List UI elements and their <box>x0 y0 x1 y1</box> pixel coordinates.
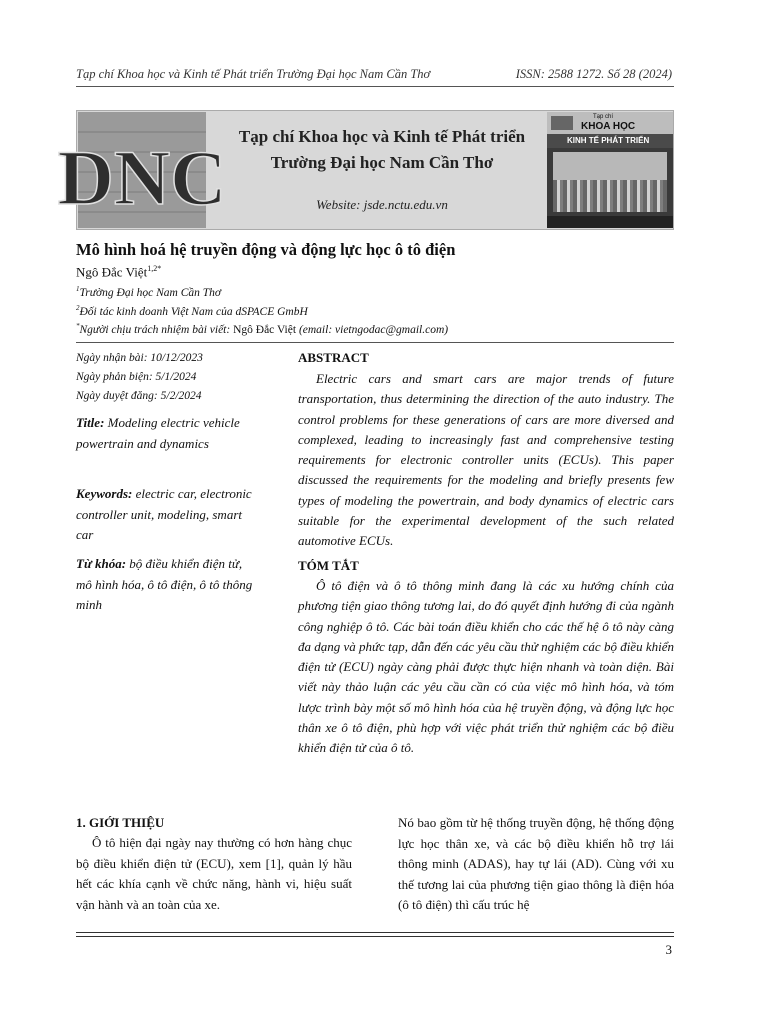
article-title: Mô hình hoá hệ truyền động và động lực học ô tô điện <box>76 240 456 259</box>
affiliation-mark: 2 <box>76 304 80 312</box>
affiliation-mark: * <box>76 322 80 330</box>
page-number: 3 <box>665 942 672 957</box>
corresponding-email: (email: vietngodac@gmail.com) <box>296 323 449 336</box>
header-divider <box>76 86 674 87</box>
section-1-left-text: Ô tô hiện đại ngày nay thường có hơn hàng chục bộ điều khiển điện tử (ECU), xem [1], quản lý hầu hết các khía cạnh về chức năng, hành vi, hiệu suất vận hành và an toàn của xe. <box>76 835 352 912</box>
tom-tat-body: Ô tô điện và ô tô thông minh đang là các xu hướng chính của phương tiện giao thông tương lai, do đó quyết định hướng đi của ngành công nghiệp ô tô. Các bài toán điều khiển cho các thế hệ ô tô này càng đa dạng và phức tạp, dẫn đến các yêu cầu thử nghiệm các bộ điều khiển điện tử (ECU) ngày càng phải được thực hiện nhanh và toàn diện. Bài viết này thảo luận các yêu cầu cần có của việc mô hình hóa, và tóm lược trình bày một số mô hình hóa của hệ truyền động, và động lực học thân xe ô tô điện, phù hợp với việc phát triển thử nghiệm các bộ điều khiển điện tử của ô tô. <box>298 578 674 756</box>
article-authors <box>76 264 161 280</box>
affiliation-mark: 1 <box>76 285 80 293</box>
corresponding-author <box>76 322 448 336</box>
keywords-block <box>76 484 256 546</box>
english-title-block <box>76 413 256 454</box>
abstract-body: Electric cars and smart cars are major trends of future transportation, thus determining the direction of the auto industry. The control problems for these generations of cars are more diversed and complexed, leading to increasingly fast and comprehensive testing requirements for electronic controller units (ECUs). This paper discussed the requirements for the modeling and briefly presents few types of modeling the powertrain, and body dynamics of electric cars suitable for the experimental development of the such related automotive ECUs. <box>298 371 674 549</box>
banner-website: Website: jsde.nctu.edu.vn <box>316 197 448 212</box>
affiliation-text: Đối tác kinh doanh Việt Nam của dSPACE GmbH <box>79 305 308 318</box>
cover-small-title: Tạp chí <box>593 114 614 120</box>
footer-divider-bottom <box>76 936 674 937</box>
cover-subtitle: KINH TẾ PHÁT TRIỂN <box>567 136 650 145</box>
author-name: Ngô Đắc Việt <box>76 264 148 280</box>
dnc-logo-graphic <box>57 112 227 228</box>
tom-tat-heading: TÓM TẮT <box>298 558 359 573</box>
date-received: Ngày nhận bài: 10/12/2023 <box>76 352 203 364</box>
banner-title-line2: Trường Đại học Nam Cần Thơ <box>270 153 494 172</box>
keywords-text: electric car, electronic controller unit, modeling, smart car <box>76 486 252 542</box>
english-title: Modeling electric vehicle powertrain and dynamics <box>76 415 240 451</box>
date-accepted: Ngày duyệt đăng: 5/2/2024 <box>76 390 202 402</box>
corresponding-prefix: Người chịu trách nhiệm bài viết: <box>79 323 234 336</box>
running-header-journal: Tạp chí Khoa học và Kinh tế Phát triển Trường Đại học Nam Cần Thơ <box>76 67 431 81</box>
affiliation-2 <box>76 304 308 318</box>
section-1-right-text: Nó bao gồm từ hệ thống truyền động, hệ thống động lực học thân xe, và các bộ điều khiển hỗ trợ lái thông minh (ADAS), hay tự lái (AD). Cùng với xu thế tương lai của phương tiện giao thông là điện hóa (ô tô điện) thì cấu trúc hệ <box>398 815 674 912</box>
abstract-heading: ABSTRACT <box>298 350 369 365</box>
corresponding-name: Ngô Đắc Việt <box>233 323 297 336</box>
affiliation-1 <box>76 285 221 299</box>
cover-large-title: KHOA HỌC <box>581 121 636 132</box>
date-reviewed: Ngày phản biện: 5/1/2024 <box>76 371 197 383</box>
logo-text: DNC <box>57 134 227 221</box>
footer-divider-top <box>76 932 674 933</box>
cover-photo-people <box>553 180 667 212</box>
tu-khoa-label: Từ khóa: <box>76 556 127 571</box>
tu-khoa-block <box>76 554 256 616</box>
journal-cover-image <box>547 112 673 228</box>
tu-khoa-text: bộ điều khiển điện tử, mô hình hóa, ô tô điện, ô tô thông minh <box>76 556 253 612</box>
author-superscript: 1,2* <box>147 264 162 273</box>
journal-logo <box>57 112 227 228</box>
keywords-label: Keywords: <box>76 486 133 501</box>
journal-banner <box>57 110 674 230</box>
running-header-issn: ISSN: 2588 1272. Số 28 (2024) <box>515 67 672 81</box>
cover-footer <box>547 216 673 228</box>
banner-title-line1: Tạp chí Khoa học và Kinh tế Phát triển <box>238 127 526 146</box>
section-1-heading: 1. GIỚI THIỆU <box>76 815 165 830</box>
affiliation-text: Trường Đại học Nam Cần Thơ <box>79 286 222 299</box>
cover-logo <box>551 116 573 130</box>
title-label: Title: <box>76 415 105 430</box>
meta-divider <box>76 342 674 343</box>
